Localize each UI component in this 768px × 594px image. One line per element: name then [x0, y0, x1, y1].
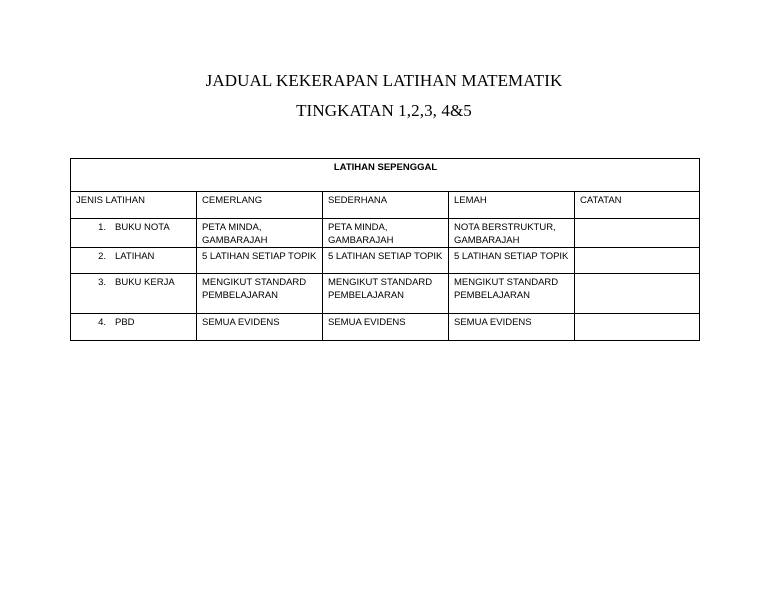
- column-header-lemah: LEMAH: [449, 192, 575, 219]
- row-number: 1.: [98, 222, 106, 233]
- row-label-cell: [71, 274, 197, 314]
- row-name: LATIHAN: [115, 251, 155, 262]
- document-subtitle: TINGKATAN 1,2,3, 4&5: [296, 101, 472, 120]
- cell-line: MENGIKUT STANDARD: [328, 277, 433, 288]
- row-number: 3.: [98, 277, 106, 288]
- cemerlang-cell: [197, 219, 323, 248]
- column-header-sederhana: SEDERHANA: [323, 192, 449, 219]
- cell-line: SEMUA EVIDENS: [202, 317, 280, 328]
- sederhana-cell: [323, 274, 449, 314]
- table-heading-row: [71, 159, 700, 192]
- cell-line: GAMBARAJAH: [202, 235, 268, 246]
- lemah-cell: [449, 274, 575, 314]
- column-header-catatan: CATATAN: [575, 192, 700, 219]
- cell-line: PEMBELAJARAN: [328, 290, 405, 301]
- row-label-cell: [71, 248, 197, 274]
- column-header-row: [71, 192, 700, 219]
- column-header-jenis-latihan: JENIS LATIHAN: [71, 192, 197, 219]
- cell-line: 5 LATIHAN SETIAP TOPIK: [454, 251, 569, 262]
- cell-line: PETA MINDA,: [328, 222, 388, 233]
- row-name: BUKU KERJA: [115, 277, 175, 288]
- catatan-cell: [575, 314, 700, 341]
- row-name: PBD: [115, 317, 135, 328]
- row-label-cell: [71, 314, 197, 341]
- cemerlang-cell: [197, 248, 323, 274]
- row-label-cell: [71, 219, 197, 248]
- cell-line: GAMBARAJAH: [454, 235, 520, 246]
- table-row: [71, 219, 700, 248]
- table-heading: LATIHAN SEPENGGAL: [71, 159, 700, 192]
- lemah-cell: [449, 248, 575, 274]
- catatan-cell: [575, 248, 700, 274]
- row-number: 2.: [98, 251, 106, 262]
- table-row: [71, 314, 700, 341]
- sederhana-cell: [323, 219, 449, 248]
- sederhana-cell: [323, 314, 449, 341]
- cemerlang-cell: [197, 274, 323, 314]
- cell-line: 5 LATIHAN SETIAP TOPIK: [202, 251, 317, 262]
- row-name: BUKU NOTA: [115, 222, 170, 233]
- cell-line: SEMUA EVIDENS: [454, 317, 532, 328]
- catatan-cell: [575, 274, 700, 314]
- cell-line: MENGIKUT STANDARD: [454, 277, 559, 288]
- cell-line: NOTA BERSTRUKTUR,: [454, 222, 556, 233]
- lemah-cell: [449, 219, 575, 248]
- cell-line: PETA MINDA,: [202, 222, 262, 233]
- catatan-cell: [575, 219, 700, 248]
- cell-line: MENGIKUT STANDARD: [202, 277, 307, 288]
- cell-line: GAMBARAJAH: [328, 235, 394, 246]
- cell-line: SEMUA EVIDENS: [328, 317, 406, 328]
- cemerlang-cell: [197, 314, 323, 341]
- cell-line: 5 LATIHAN SETIAP TOPIK: [328, 251, 443, 262]
- schedule-table: [70, 158, 700, 341]
- table-row: [71, 274, 700, 314]
- row-number: 4.: [98, 317, 106, 328]
- column-header-cemerlang: CEMERLANG: [197, 192, 323, 219]
- sederhana-cell: [323, 248, 449, 274]
- cell-line: PEMBELAJARAN: [202, 290, 279, 301]
- lemah-cell: [449, 314, 575, 341]
- cell-line: PEMBELAJARAN: [454, 290, 531, 301]
- table-row: [71, 248, 700, 274]
- document-title: JADUAL KEKERAPAN LATIHAN MATEMATIK: [205, 71, 563, 90]
